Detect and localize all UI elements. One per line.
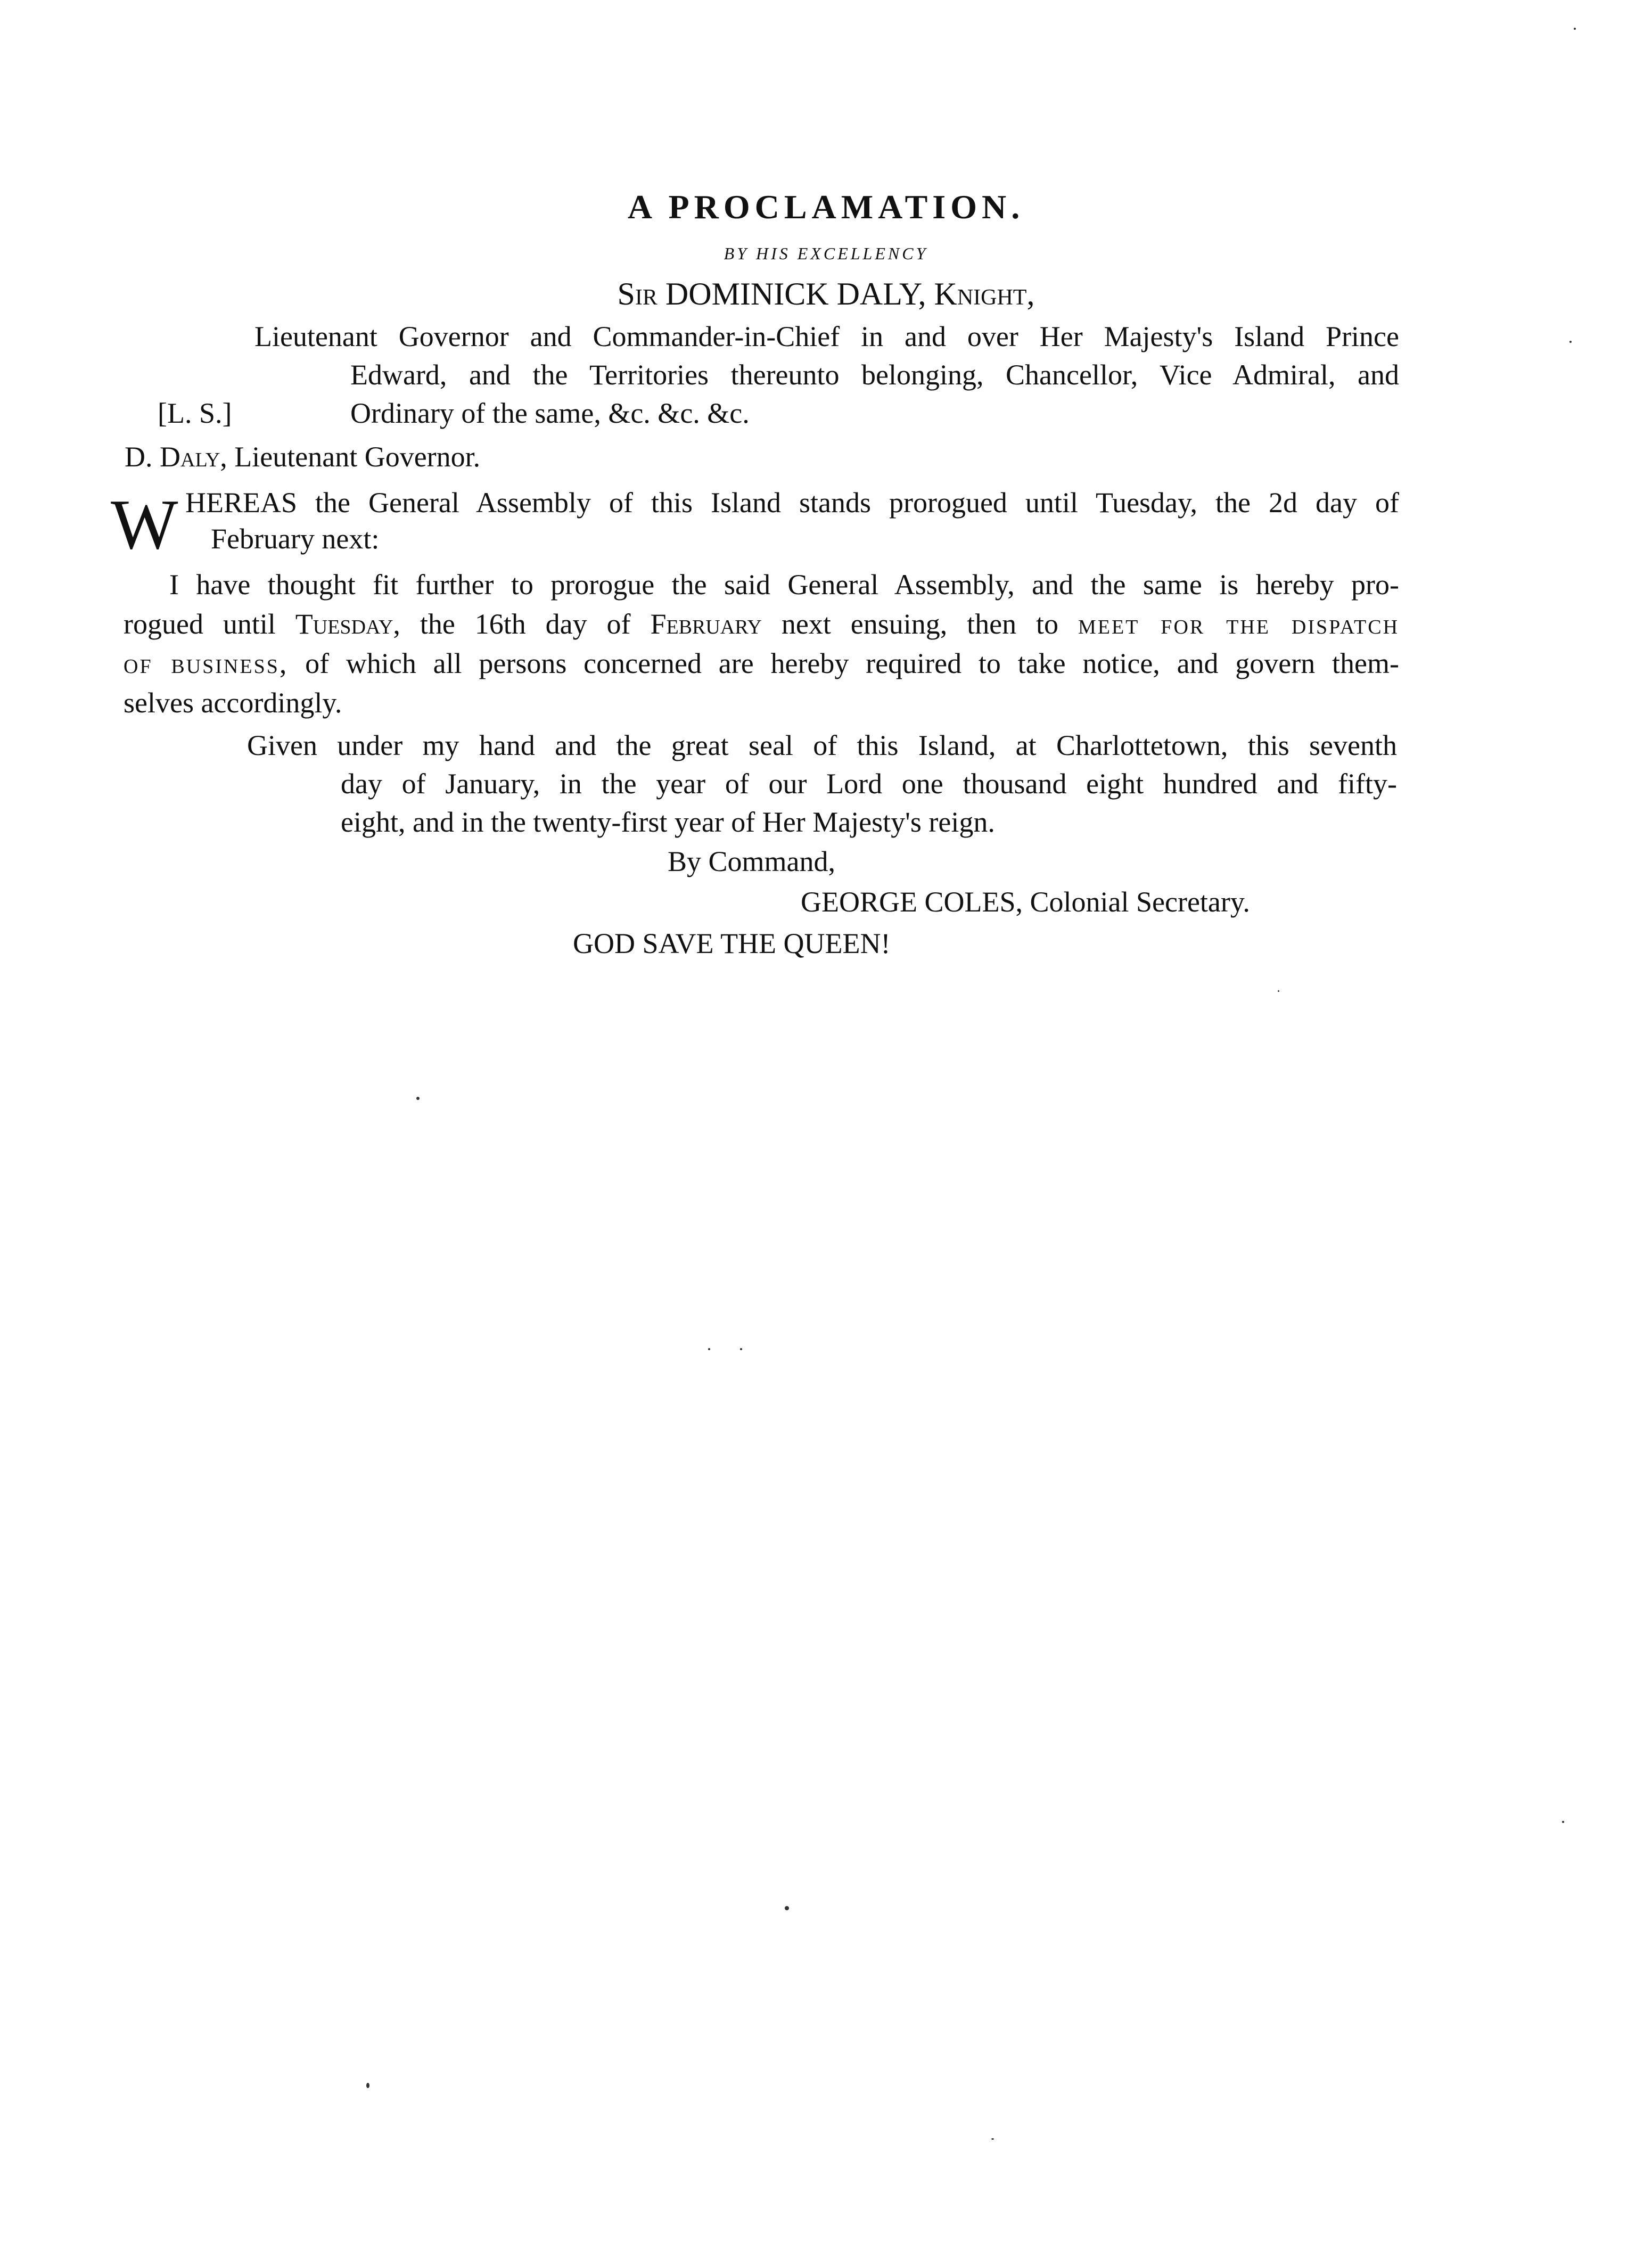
body-text: next ensuing, then to [781, 608, 1059, 640]
month-name: February [650, 608, 762, 640]
print-speck [416, 1097, 420, 1100]
day-name: Tuesday, [295, 608, 400, 640]
signed-name: Daly, [160, 441, 227, 473]
body-line-4: selves accordingly. [124, 687, 342, 719]
style-line-1: Lieutenant Governor and Commander-in-Chief in and over Her Majesty's Island Prince [254, 321, 1399, 352]
emphasis-text: of business, [124, 647, 289, 679]
secretary-name: GEORGE COLES, [801, 886, 1023, 918]
secretary-title: Colonial Secretary. [1030, 886, 1250, 918]
style-line-3: Ordinary of the same, &c. &c. &c. [350, 397, 750, 429]
print-speck [991, 2138, 994, 2140]
proclamation-title: A PROCLAMATION. [627, 188, 1025, 226]
print-speck [708, 1348, 710, 1350]
name-prefix: Sir [617, 276, 657, 311]
name-suffix: Knight, [934, 276, 1035, 311]
given-line-2: day of January, in the year of our Lord one thousand eight hundred and fifty- [341, 768, 1397, 800]
signed-prefix: D. [125, 441, 153, 473]
byline: BY HIS EXCELLENCY [724, 244, 928, 263]
body-text: of which all persons concerned are hereby required to take notice, and govern them- [305, 647, 1399, 679]
body-text: rogued until [124, 608, 276, 640]
closing-acclamation: GOD SAVE THE QUEEN! [573, 927, 891, 959]
body-line-2 [124, 607, 1399, 641]
governor-name-line [0, 276, 1652, 313]
secretary-signature [801, 885, 1250, 919]
body-text: the 16th day of [420, 608, 631, 640]
given-line-1: Given under my hand and the great seal of this Island, at Charlottetown, this seventh [247, 729, 1397, 761]
style-line-2: Edward, and the Territories thereunto belonging, Chancellor, Vice Admiral, and [350, 359, 1399, 391]
print-speck [1278, 990, 1279, 992]
signature-line [125, 440, 480, 474]
emphasis-text: meet for the dispatch [1078, 608, 1400, 640]
drop-cap-initial: W [111, 485, 178, 564]
governor-name: DOMINICK DALY, [665, 276, 926, 311]
by-command: By Command, [668, 845, 836, 877]
print-speck [785, 1906, 789, 1910]
whereas-line-1: HEREAS the General Assembly of this Island stands prorogued until Tuesday, the 2d day of [185, 487, 1399, 519]
signed-title: Lieutenant Governor. [234, 441, 481, 473]
whereas-line-2: February next: [211, 523, 380, 555]
body-line-1: I have thought fit further to prorogue the said General Assembly, and the same is hereby pro- [169, 569, 1399, 601]
print-speck [1569, 341, 1572, 343]
print-speck [740, 1348, 742, 1350]
seal-mark: [L. S.] [158, 397, 232, 429]
given-line-3: eight, and in the twenty-first year of Her Majesty's reign. [341, 806, 995, 838]
print-speck [1562, 1821, 1564, 1823]
body-line-3 [124, 646, 1399, 680]
print-speck [366, 2083, 369, 2088]
print-speck [1574, 28, 1576, 30]
